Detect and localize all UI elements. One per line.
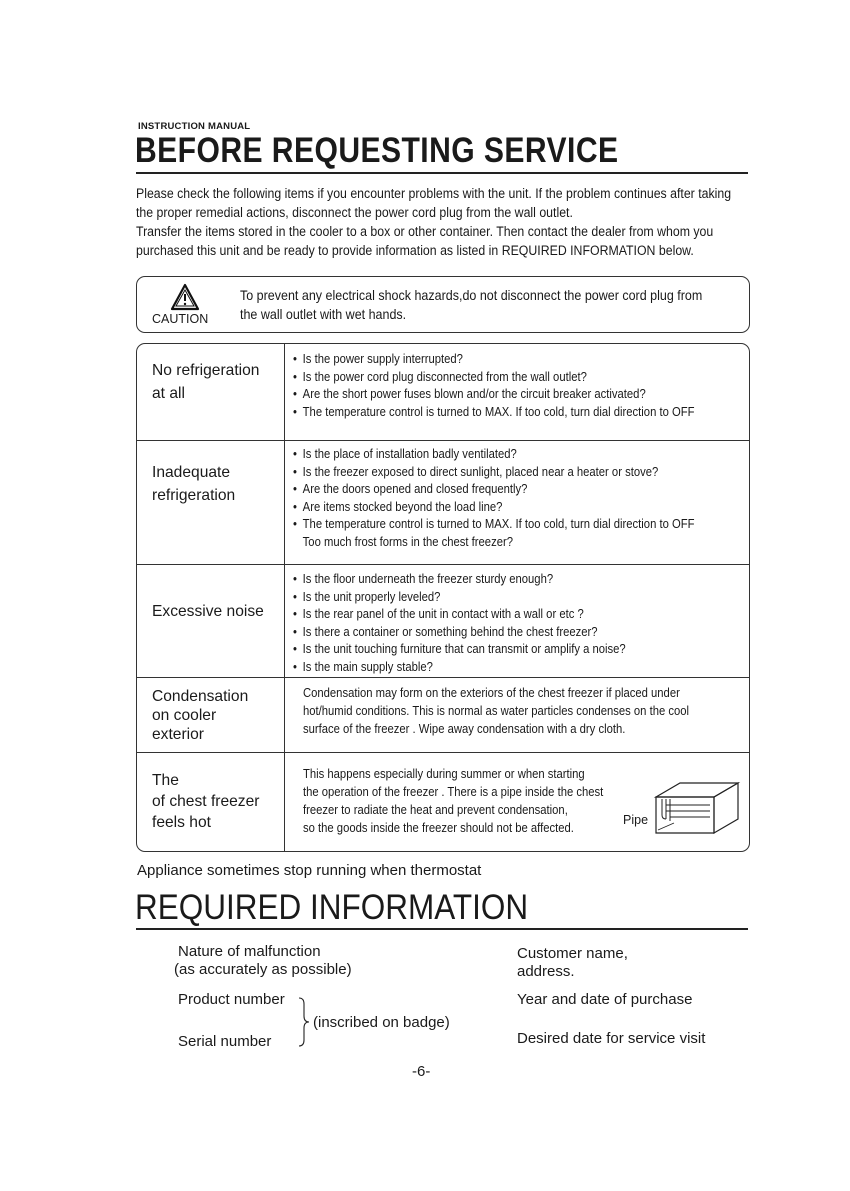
problem-line: refrigeration <box>152 487 236 504</box>
intro-line: the proper remedial actions, disconnect the power cord plug from the wall outlet. <box>136 205 573 220</box>
nature-of-malfunction-label <box>178 943 321 961</box>
freezer-pipe-diagram-icon <box>652 775 742 835</box>
brace-icon <box>297 996 311 1048</box>
description-line: freezer to radiate the heat and prevent condensation, <box>303 802 568 817</box>
problem-line: Excessive noise <box>152 603 264 620</box>
list-item: • Are the doors opened and closed frequently? <box>293 480 695 498</box>
thermostat-note: Appliance sometimes stop running when thermostat <box>137 862 482 879</box>
required-info-title: REQUIRED INFORMATION <box>135 888 529 927</box>
intro-line: Transfer the items stored in the cooler to a box or other container. Then contact the dealer from whom you <box>136 224 714 239</box>
list-item: • Are the short power fuses blown and/or the circuit breaker activated? <box>293 385 695 403</box>
page-title: BEFORE REQUESTING SERVICE <box>135 131 619 170</box>
pipe-label: Pipe <box>623 813 649 827</box>
row-description <box>303 765 603 837</box>
troubleshooting-table <box>136 343 750 852</box>
problem-line: The <box>152 772 179 789</box>
info-line: (as accurately as possible) <box>174 961 352 978</box>
warning-triangle-icon <box>170 283 200 311</box>
check-list <box>293 570 626 676</box>
description-line: surface of the freezer . Wipe away condensation with a dry cloth. <box>303 721 626 736</box>
caution-label: CAUTION <box>152 312 209 326</box>
serial-number-label: Serial number <box>178 1033 272 1050</box>
description-line: This happens especially during summer or when starting <box>303 766 585 781</box>
problem-label <box>152 770 259 833</box>
list-item: • The temperature control is turned to MAX. If too cold, turn dial direction to OFF <box>293 403 695 421</box>
list-item: • Is the freezer exposed to direct sunlight, placed near a heater or stove? <box>293 463 695 481</box>
caution-line: To prevent any electrical shock hazards,do not disconnect the power cord plug from <box>240 288 703 303</box>
intro-paragraph <box>136 184 732 260</box>
table-row <box>137 344 749 440</box>
problem-line: No refrigeration <box>152 362 260 379</box>
description-line: so the goods inside the freezer should not be affected. <box>303 820 574 835</box>
title-underline <box>136 172 748 174</box>
table-row <box>137 677 749 753</box>
description-line: hot/humid conditions. This is normal as water particles condenses on the cool <box>303 703 690 718</box>
description-line: the operation of the freezer . There is a pipe inside the chest <box>303 784 604 799</box>
list-item: • Is the unit properly leveled? <box>293 588 626 606</box>
caution-text <box>240 286 702 324</box>
required-info-underline <box>136 928 748 930</box>
list-item: • Is the power supply interrupted? <box>293 350 695 368</box>
caution-line: the wall outlet with wet hands. <box>240 307 407 322</box>
list-item: • Is the place of installation badly ventilated? <box>293 445 695 463</box>
problem-line: on cooler <box>152 707 217 724</box>
info-line: Customer name, <box>517 945 628 962</box>
table-row <box>137 440 749 565</box>
product-number-label: Product number <box>178 991 285 1008</box>
check-list <box>293 445 695 551</box>
list-item: • Are items stocked beyond the load line? <box>293 498 695 516</box>
list-item: • Is there a container or something behind the chest freezer? <box>293 623 626 641</box>
problem-line: Inadequate <box>152 464 231 481</box>
problem-label <box>152 601 264 622</box>
problem-line: Condensation <box>152 688 249 705</box>
list-item: • Is the power cord plug disconnected from the wall outlet? <box>293 368 695 386</box>
badge-note: (inscribed on badge) <box>313 1014 450 1031</box>
customer-name-label <box>517 945 628 981</box>
list-item: • Is the unit touching furniture that can transmit or amplify a noise? <box>293 640 626 658</box>
list-item: • Is the main supply stable? <box>293 658 626 676</box>
list-item: • The temperature control is turned to MAX. If too cold, turn dial direction to OFF <box>293 515 695 533</box>
intro-line: purchased this unit and be ready to provide information as listed in REQUIRED INFORMATION below. <box>136 243 694 258</box>
problem-label <box>152 360 259 404</box>
page-number: -6- <box>412 1063 431 1080</box>
description-line: Condensation may form on the exteriors of the chest freezer if placed under <box>303 685 680 700</box>
table-row <box>137 752 749 852</box>
problem-label <box>152 687 248 744</box>
check-list <box>293 350 695 420</box>
problem-label <box>152 462 235 506</box>
service-visit-label: Desired date for service visit <box>517 1030 706 1047</box>
table-row <box>137 564 749 678</box>
list-item: • Is the floor underneath the freezer sturdy enough? <box>293 570 626 588</box>
info-line: Nature of malfunction <box>178 943 321 960</box>
purchase-date-label: Year and date of purchase <box>517 991 693 1008</box>
intro-line: Please check the following items if you encounter problems with the unit. If the problem continues after taking <box>136 186 732 201</box>
list-item-continuation: Too much frost forms in the chest freezer? <box>302 533 513 549</box>
problem-line: of chest freezer <box>152 793 260 810</box>
info-line: address. <box>517 963 575 980</box>
problem-line: feels hot <box>152 814 211 831</box>
list-item: • Is the rear panel of the unit in contact with a wall or etc ? <box>293 605 626 623</box>
manual-section-label: INSTRUCTION MANUAL <box>138 121 251 132</box>
nature-of-malfunction-note <box>174 961 352 979</box>
problem-line: exterior <box>152 726 204 743</box>
problem-line: at all <box>152 385 185 402</box>
row-description <box>303 684 689 738</box>
